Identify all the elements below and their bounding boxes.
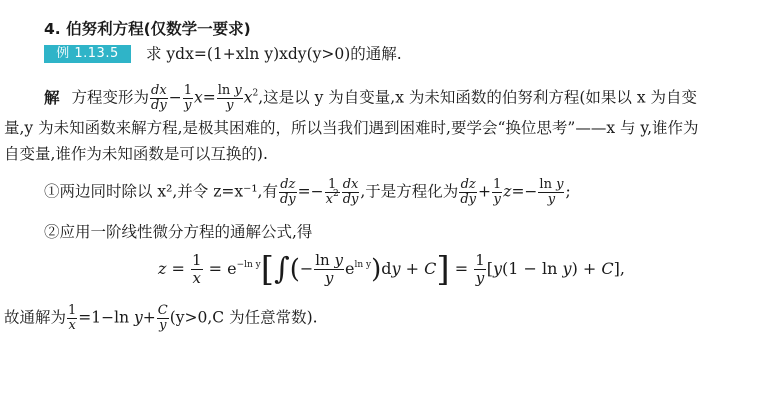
frac-dz-dy-2: $\frac{dz}{dy}$	[460, 177, 476, 207]
step-1: ①两边同时除以 x²,并令 z=x⁻¹,有 $\frac{dz}{dy}$ =− $\frac{1}{x^2}$ $\frac{dx}{dy}$ ,于是方程化为 $\frac{dz}{dy}$ + $\frac{1}{y}$ z=− $\frac{\text{ln y}}{y}$ ;	[44, 177, 571, 207]
frac-lny-y-2: $\frac{\text{ln y}}{y}$	[539, 177, 564, 207]
frac-dz-dy: $\frac{dz}{dy}$	[279, 177, 296, 207]
frac-1-x: $\frac{1}{x}$	[192, 251, 202, 287]
frac-dx-dy-2: $\frac{dx}{dy}$	[342, 177, 359, 207]
solution-label: 解	[44, 88, 60, 107]
frac-1-x2: $\frac{1}{x^2}$	[325, 177, 339, 207]
general-solution-formula: z = $\frac{1}{x}$ = $e^{-ln y}[\int(-$ $\frac{\text{ln y}}{y}$ $e^{ln y})dy + C$] = $\frac{1}{y}$ [y(1 − ln y) + C],	[158, 249, 625, 290]
solution-line-1: 解 方程变形为 $\frac{dx}{dy}$ − $\frac{1}{y}$ x= $\frac{\text{ln y}}{y}$ $x^2$,这是以 y 为自变量,x 为未知函数的伯努利方程(如果以 x 为自变	[44, 83, 698, 113]
step-1-text-b: ,于是方程化为	[360, 182, 459, 201]
solution-line-2: 量,y 为未知函数来解方程,是极其困难的，所以当我们遇到困难时,要学会“换位思考”——x 与 y,谁作为	[4, 119, 699, 137]
example-problem: 求 ydx=(1+xln y)xdy(y>0)的通解.	[146, 45, 402, 63]
solution-line-1-tail: ,这是以 y 为自变量,x 为未知函数的伯努利方程(如果以 x 为自变	[258, 88, 698, 107]
conclusion-text-b: (y>0,C 为任意常数).	[169, 308, 318, 327]
step-1-text-a: ①两边同时除以 x²,并令 z=x⁻¹,有	[44, 182, 278, 201]
section-heading: 4. 伯努利方程(仅数学一要求)	[44, 20, 251, 38]
frac-dx-dy: $\frac{dx}{dy}$	[151, 83, 167, 113]
frac-lny-y: $\frac{\text{ln y}}{y}$	[217, 83, 242, 113]
frac-lny-y-3: $\frac{\text{ln y}}{y}$	[315, 251, 343, 287]
conclusion: 故通解为 $\frac{1}{x}$ =1−ln y+ $\frac{C}{y}$ (y>0,C 为任意常数).	[4, 303, 318, 333]
example-badge: 例 1.13.5	[44, 45, 131, 63]
frac-C-y: $\frac{C}{y}$	[157, 303, 168, 333]
frac-1-y-3: $\frac{1}{y}$	[475, 251, 485, 287]
frac-1-y: $\frac{1}{y}$	[183, 83, 192, 113]
frac-1-x-2: $\frac{1}{x}$	[68, 303, 77, 333]
solution-line-3: 自变量,谁作为未知函数是可以互换的).	[4, 145, 268, 163]
solution-intro-text: 方程变形为	[71, 88, 150, 107]
step-2: ②应用一阶线性微分方程的通解公式,得	[44, 223, 313, 241]
frac-1-y-2: $\frac{1}{y}$	[492, 177, 502, 207]
conclusion-text-a: 故通解为	[4, 308, 67, 327]
